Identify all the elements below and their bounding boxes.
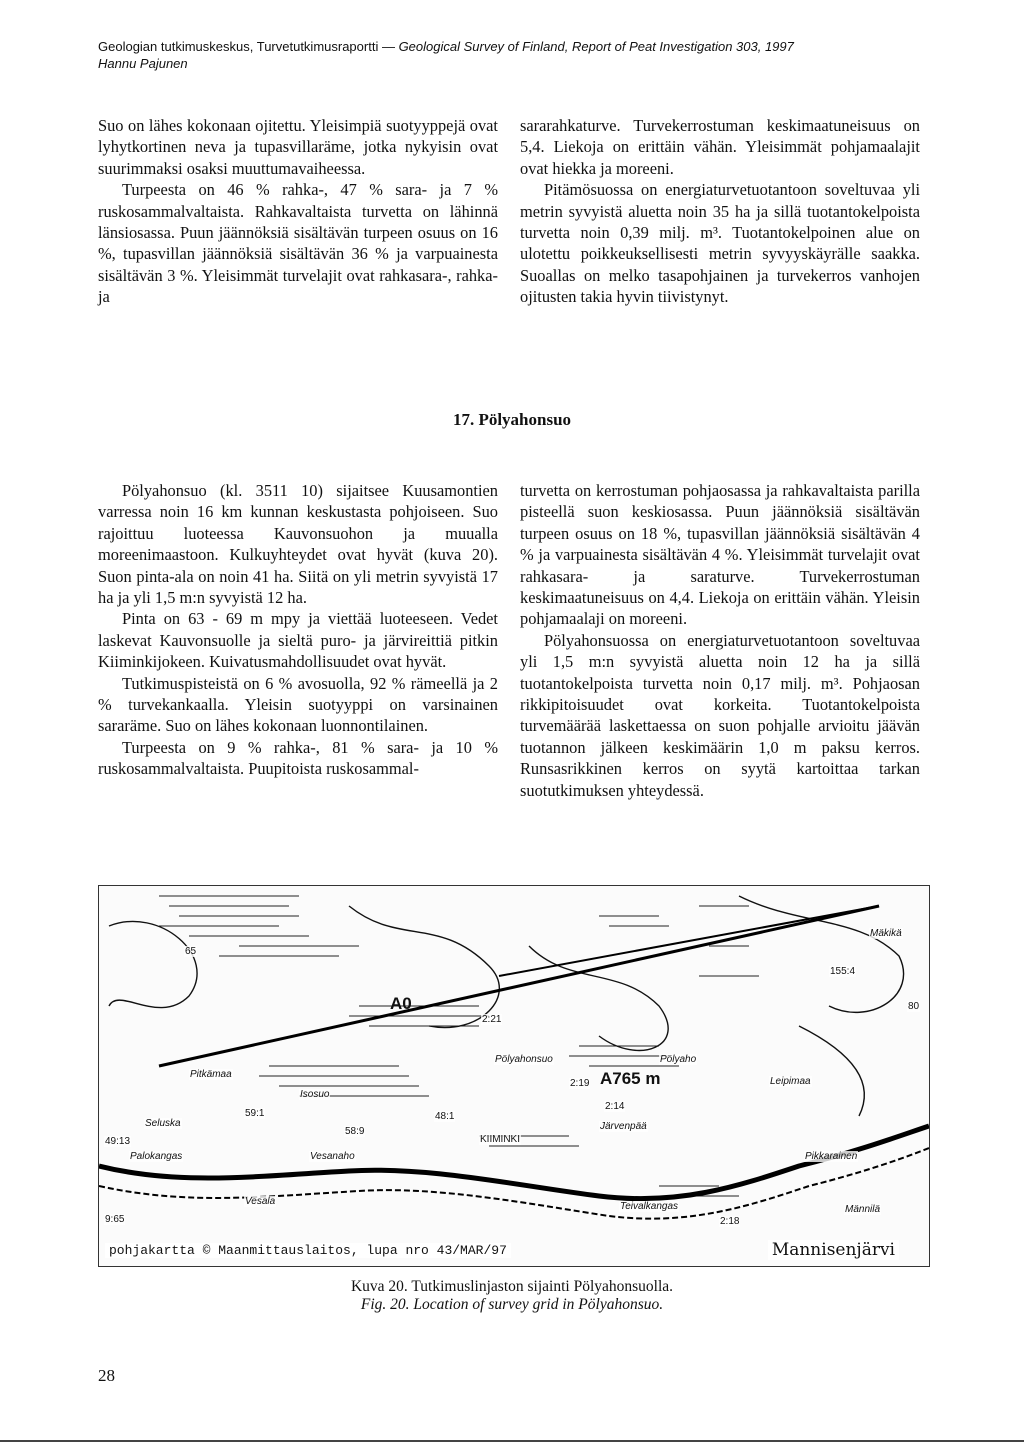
map-credit: pohjakartta © Maanmittauslaitos, lupa nro 43/MAR/97 (105, 1243, 511, 1258)
place-teivalkangas: Teivalkangas (620, 1201, 679, 1212)
place-seluska: Seluska (145, 1118, 181, 1129)
author: Hannu Pajunen (98, 56, 188, 71)
journal-line (98, 38, 958, 55)
section-b-right-column (520, 480, 920, 801)
section-title: 17. Pölyahonsuo (452, 410, 572, 429)
paragraph: Turpeesta on 9 % rahka-, 81 % sara- ja 10 % ruskosammalvaltaista. Puupitoista ruskosammal- (98, 737, 498, 779)
survey-line-east (499, 906, 879, 976)
place-makika: Mäkikä (870, 928, 902, 939)
location-map (98, 885, 930, 1267)
elevation-label: 155:4 (830, 966, 856, 977)
paragraph: Pinta on 63 - 69 m mpy ja viettää luoteeseen. Vedet laskevat Kauvonsuolle ja sieltä puro- ja järvireittiä pitkin Kiiminkijokeen. Kuivatusmahdollisuudet ovat hyvät. (98, 609, 498, 672)
place-vesanaho: Vesanaho (310, 1151, 355, 1162)
journal-english: Geological Survey of Finland, Report of Peat Investigation 303, 1997 (398, 39, 794, 54)
place-mannisenjarvi: Mannisenjärvi (768, 1240, 899, 1260)
survey-line (159, 906, 879, 1066)
map-number-label: 2:21 (482, 1014, 502, 1025)
map-number-label: 48:1 (435, 1111, 455, 1122)
place-polyahonsuo: Pölyahonsuo (495, 1054, 553, 1065)
section-b-left-column (98, 480, 498, 780)
map-number-label: 9:65 (105, 1214, 125, 1225)
grid-point-a0: A0 (390, 994, 412, 1013)
place-jarvenpaa: Järvenpää (600, 1121, 647, 1132)
place-vesala: Vesala (245, 1196, 276, 1207)
map-number-label: 2:18 (720, 1216, 740, 1227)
paragraph: Pölyahonsuo (kl. 3511 10) sijaitsee Kuusamontien varressa noin 16 km kunnan keskustasta pohjoiseen. Suo rajoittuu luoteessa Kauvonsuohon ja muualla moreenimaastoon. Kulkuyhteydet ovat hyvät (kuva 20). Suon pinta-ala on noin 41 ha. Siitä on yli metrin syvyistä 17 ha ja yli 1,5 m:n syvyistä 12 ha. (98, 481, 498, 608)
paragraph: Turpeesta on 46 % rahka-, 47 % sara- ja 7 % ruskosammalvaltaista. Rahkavaltaista turvetta on lähinnä länsiosassa. Puun jäännöksiä sisältävän turpeen osuus on 16 %, tupasvillan jäännöksiä sisältävän 36 % ja varpuainesta sisältävän 3 %. Yleisimmät turvelajit ovat rahkasara-, rahka- ja (98, 180, 498, 307)
page-number: 28 (98, 1366, 115, 1385)
figure-caption (0, 1278, 1024, 1314)
place-pitkamaa: Pitkämaa (190, 1069, 232, 1080)
map-number-label: 49:13 (105, 1136, 131, 1147)
section-a-left-column (98, 115, 498, 308)
running-header (98, 38, 958, 72)
paragraph: Pitämösuossa on energiaturvetuotantoon soveltuvaa yli metrin syvyistä aluetta noin 35 ha ja sillä tuotantokelpoista turvetta noin 0,39 milj. m³. Tuotantokelpoinen alue on ulotettu poikkeuksellisesti metrin syvyyskäyrälle saakka. Suoallas on melko tasapohjainen ja turvekerros vanhojen ojitusten takia hyvin tiivistynyt. (520, 180, 920, 307)
paragraph: Pölyahonsuossa on energiaturvetuotantoon soveltuvaa yli 1,5 m:n syvyistä aluetta noin 12 ha ja sillä tuotantokelpoista turvetta noin 0,17 milj. m³. Pohjaosan rikkipitoisuudet ovat korkeita. Tuotantokelpoista turvemäärää laskettaessa on suon pohjalle arvioitu jäävän tuotannon jälkeen keskimäärin 1,0 m paksu kerros. Runsasrikkinen kerros on syytä kartoittaa tarkan suotutkimuksen yhteydessä. (520, 630, 920, 800)
caption-finnish: Kuva 20. Tutkimuslinjaston sijainti Pölyahonsuolla. (350, 1278, 674, 1295)
paragraph: Suo on lähes kokonaan ojitettu. Yleisimpiä suotyyppejä ovat lyhytkortinen neva ja tupasvillaräme, jotka nykyisin ovat suurimmaksi osaksi muuttumavaiheessa. (98, 116, 498, 178)
place-pikkarainen: Pikkarainen (805, 1151, 858, 1162)
elevation-label: 80 (908, 1001, 920, 1012)
place-isosuo: Isosuo (300, 1089, 330, 1100)
place-kiiminki: KIIMINKI (480, 1134, 521, 1145)
place-polyaho: Pölyaho (660, 1054, 697, 1065)
place-palokangas: Palokangas (130, 1151, 183, 1162)
journal-finnish: Geologian tutkimuskeskus, Turvetutkimusraportti — (98, 39, 399, 54)
paragraph: turvetta on kerrostuman pohjaosassa ja rahkavaltaista parilla pisteellä suon keskiosassa. Puun jäännöksiä sisältävän turpeen osuus on 18 %, tupasvillan jäännöksiä sisältävän 4 % ja varpuainesta sisältävän 4 %. Yleisimmät turvelajit ovat rahkasara- ja saraturve. Turvekerrostuman keskimaatuneisuus on 4,4. Liekoja on erittäin vähän. Yleisin pohjamaalaji on moreeni. (520, 481, 920, 629)
caption-english: Fig. 20. Location of survey grid in Pölyahonsuo. (360, 1296, 664, 1313)
grid-point-a765: A765 m (600, 1069, 661, 1088)
bottom-rule (0, 1440, 1024, 1442)
section-a-right-column (520, 115, 920, 308)
map-number-label: 2:19 (570, 1078, 590, 1089)
elevation-label: 65 (185, 946, 197, 957)
map-number-label: 59:1 (245, 1108, 265, 1119)
paragraph: Tutkimuspisteistä on 6 % avosuolla, 92 % rämeellä ja 2 % turvekankaalla. Yleisin suotyyppi on varsinainen sararäme. Suo on lähes kokonaan luonnontilainen. (98, 673, 498, 736)
paragraph: sararahkaturve. Turvekerrostuman keskimaatuneisuus on 5,4. Liekoja on erittäin vähän. Yleisimmät pohjamaalajit ovat hiekka ja moreeni. (520, 116, 920, 178)
place-mannila: Männilä (845, 1204, 881, 1215)
place-leipimaa: Leipimaa (770, 1076, 811, 1087)
map-number-label: 2:14 (605, 1101, 625, 1112)
map-number-label: 58:9 (345, 1126, 365, 1137)
